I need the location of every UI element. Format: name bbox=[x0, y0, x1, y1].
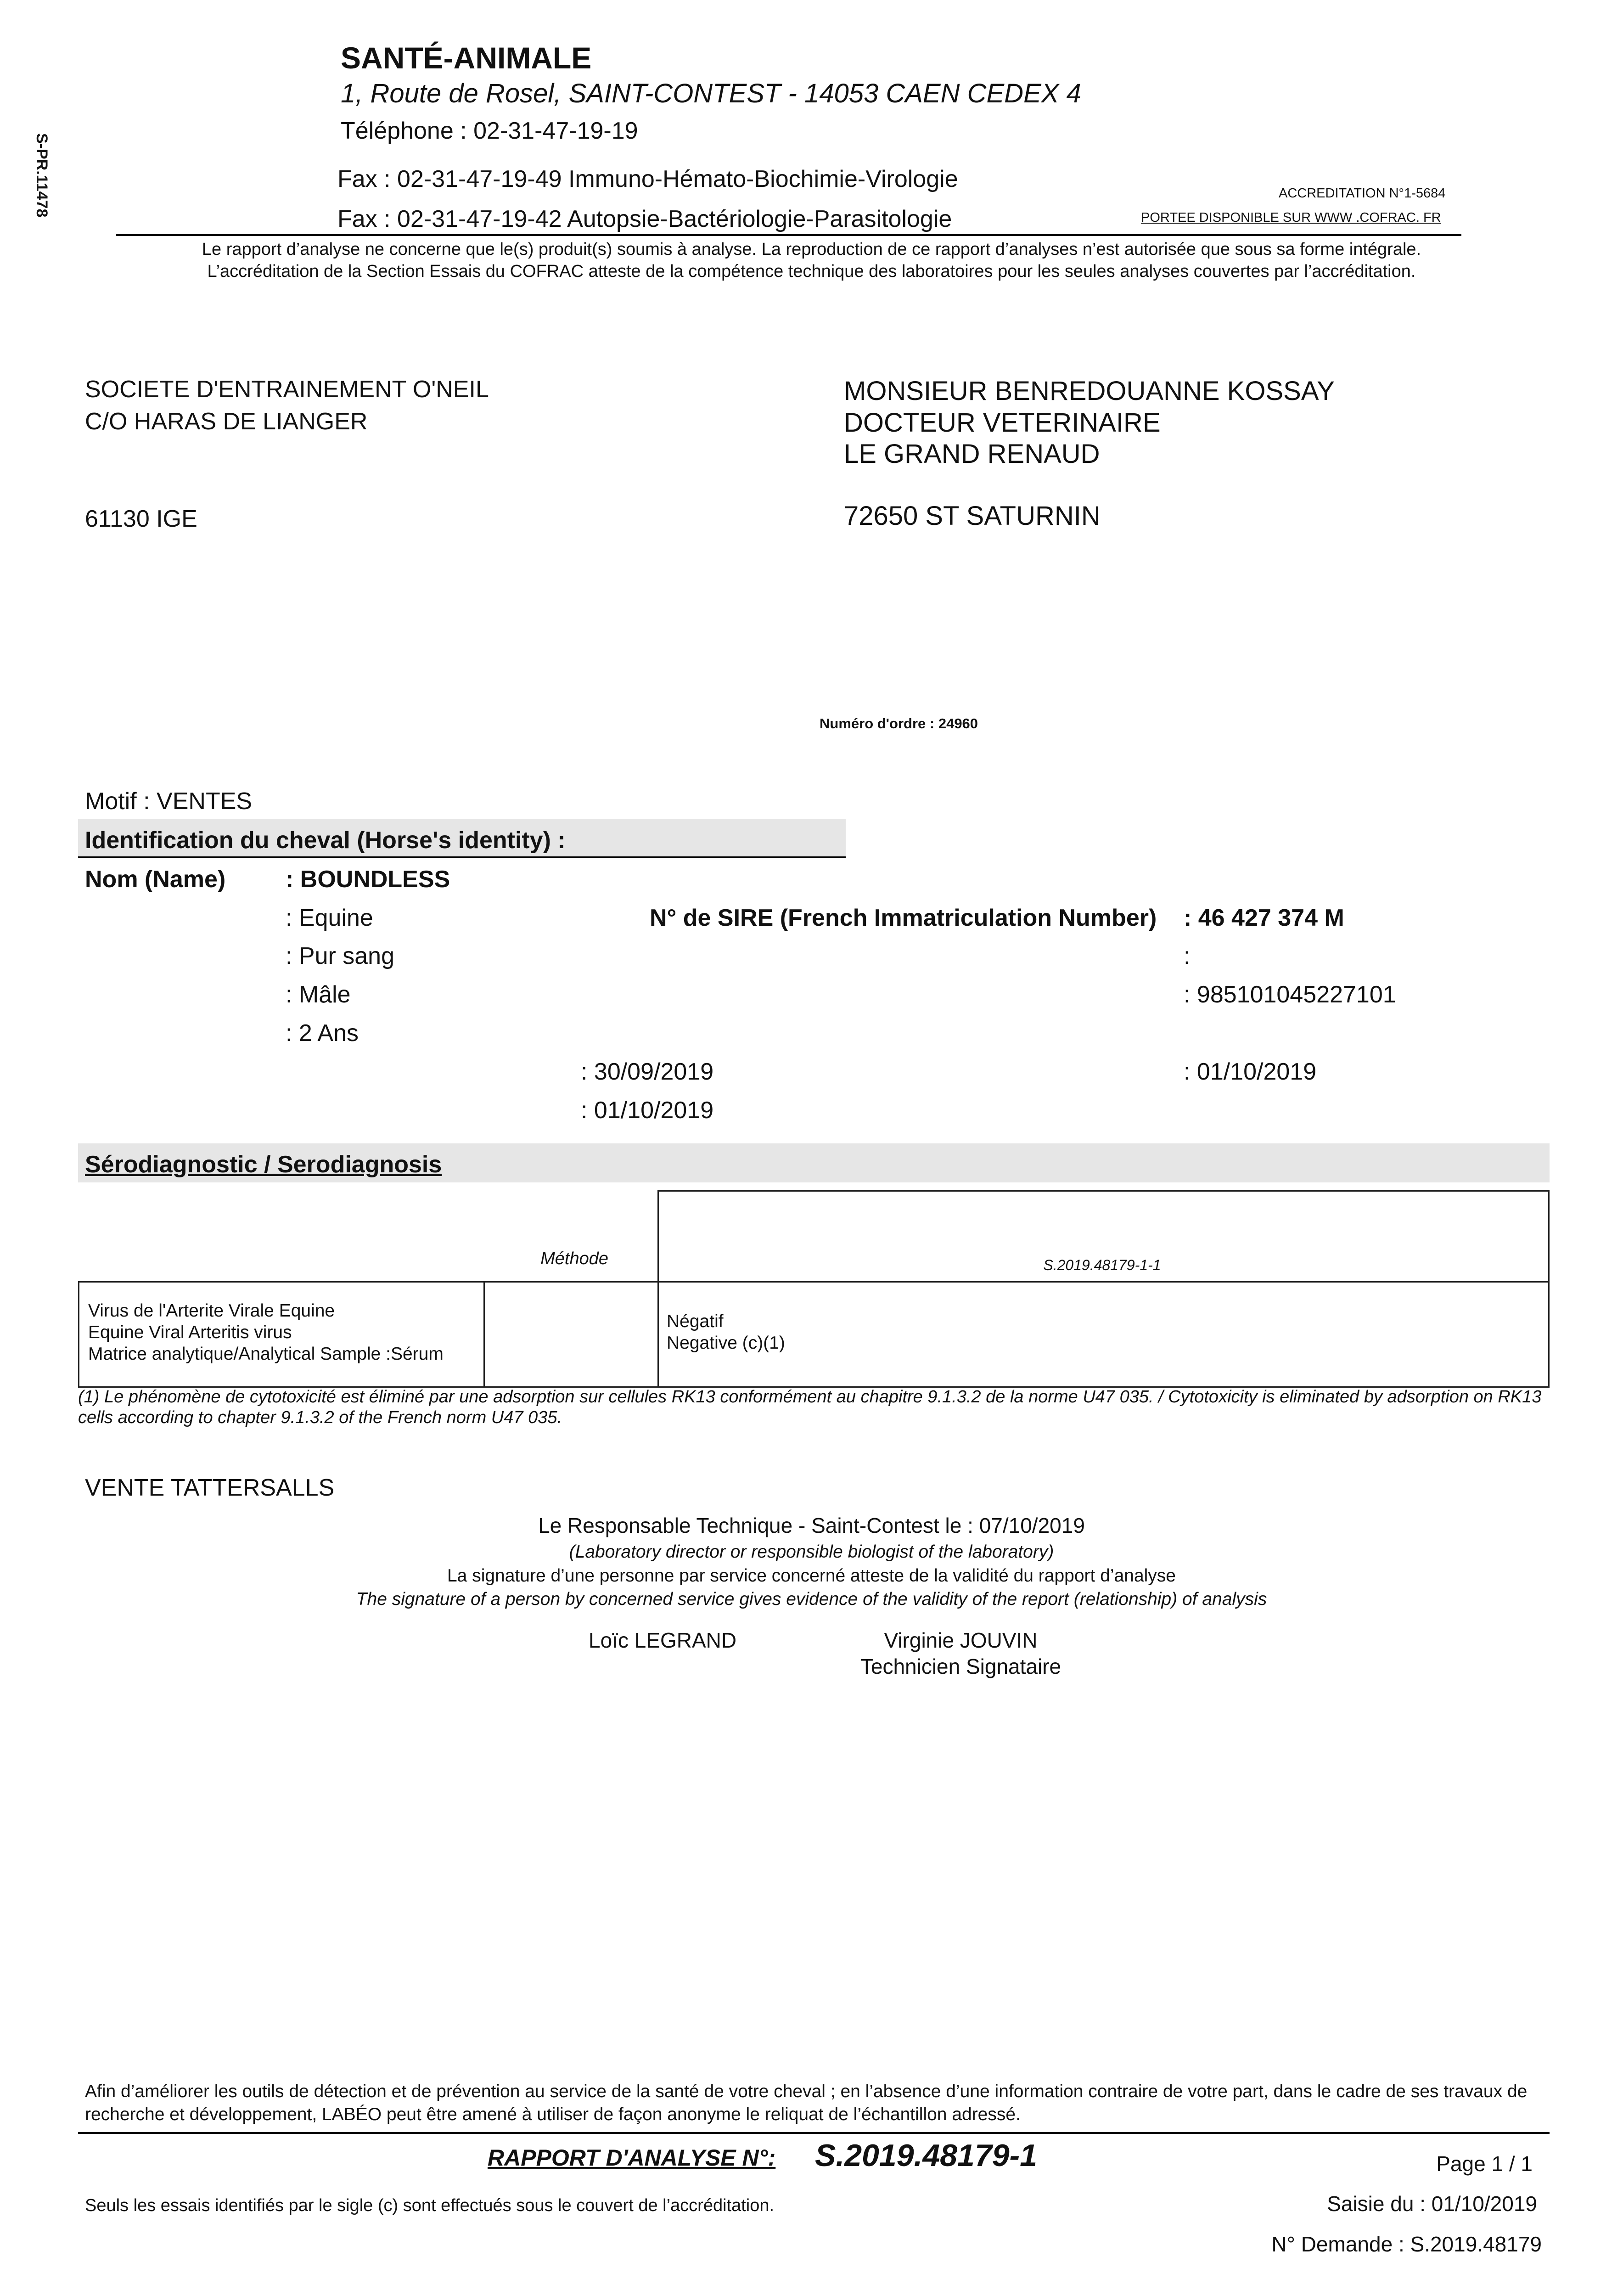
side-document-code: S-PR.11478 bbox=[33, 133, 51, 218]
sender-line-2: C/O HARAS DE LIANGER bbox=[85, 408, 368, 435]
test-name-en: Equine Viral Arteritis virus bbox=[88, 1322, 292, 1342]
motif: Motif : VENTES bbox=[85, 788, 253, 815]
horse-sex: : Mâle bbox=[286, 981, 351, 1008]
lab-fax-1: Fax : 02-31-47-19-49 Immuno-Hémato-Biochimie-Virologie bbox=[337, 166, 958, 192]
signature-line-1: Le Responsable Technique - Saint-Contest le : 07/10/2019 bbox=[538, 1514, 1085, 1537]
method-header: Méthode bbox=[540, 1249, 608, 1268]
blank-value: : bbox=[1184, 943, 1191, 969]
sending-date: : 01/10/2019 bbox=[581, 1097, 714, 1124]
microchip-value: : 985101045227101 bbox=[1184, 981, 1396, 1008]
sender-city: 61130 IGE bbox=[85, 506, 197, 532]
serology-footnote: (1) Le phénomène de cytotoxicité est éliminé par une adsorption sur cellules RK13 conformément au chapitre 9.1.3.2 de la norme U47 035. / Cytotoxicity is eliminated by adsorption on RK13 cells according to chapter 9.1.3.2 of the French norm U47 035. bbox=[78, 1387, 1542, 1427]
serology-title: Sérodiagnostic / Serodiagnosis bbox=[85, 1151, 442, 1178]
recipient-line-2: DOCTEUR VETERINAIRE bbox=[844, 408, 1161, 438]
report-label: RAPPORT D'ANALYSE N°: bbox=[488, 2145, 776, 2171]
accreditation-footnote: Seuls les essais identifiés par le sigle (c) sont effectués sous le couvert de l’accréditation. bbox=[85, 2196, 775, 2215]
result-value-fr: Négatif bbox=[667, 1311, 724, 1331]
result-table-row bbox=[78, 1281, 1550, 1388]
signature-line-3: La signature d’une personne par service concerné atteste de la validité du rapport d’analyse bbox=[447, 1566, 1176, 1586]
result-column-divider bbox=[657, 1281, 659, 1386]
identification-header-rule bbox=[78, 856, 846, 858]
signer-1-name: Loïc LEGRAND bbox=[589, 1628, 737, 1652]
signature-line-4: The signature of a person by concerned service gives evidence of the validity of the report (relationship) of analysis bbox=[356, 1589, 1267, 1609]
recipient-line-1: MONSIEUR BENREDOUANNE KOSSAY bbox=[844, 376, 1335, 406]
signature-line-2: (Laboratory director or responsible biologist of the laboratory) bbox=[569, 1542, 1054, 1562]
accreditation-number: ACCREDITATION N°1-5684 bbox=[1279, 186, 1446, 201]
horse-age: : 2 Ans bbox=[286, 1020, 359, 1047]
disclaimer-line-2: L’accréditation de la Section Essais du COFRAC atteste de la compétence technique des laboratoires pour les seules analyses couvertes par l’accréditation. bbox=[207, 262, 1416, 281]
disclaimer-line-1: Le rapport d’analyse ne concerne que le(s) produit(s) soumis à analyse. La reproduction de ce rapport d’analyses n’est autorisée que sous sa forme intégrale. bbox=[202, 240, 1421, 259]
sender-line-1: SOCIETE D'ENTRAINEMENT O'NEIL bbox=[85, 376, 489, 403]
horse-name-value: : BOUNDLESS bbox=[286, 866, 450, 893]
sire-value: : 46 427 374 M bbox=[1184, 905, 1344, 931]
footer-rule bbox=[78, 2132, 1550, 2134]
sale-note: VENTE TATTERSALLS bbox=[85, 1474, 335, 1501]
header-rule bbox=[116, 234, 1461, 236]
page-indicator: Page 1 / 1 bbox=[1436, 2152, 1533, 2176]
lab-name: SANTÉ-ANIMALE bbox=[341, 41, 592, 75]
footer-notice: Afin d’améliorer les outils de détection et de prévention au service de la santé de votre cheval ; en l’absence d’une information contraire de votre part, dans le cadre de ses travaux de recherche et développement, LABÉO peut être amené à utiliser de façon anonyme le reliquat de l’échantillon adressé. bbox=[85, 2082, 1528, 2124]
lab-fax-2: Fax : 02-31-47-19-42 Autopsie-Bactériologie-Parasitologie bbox=[337, 206, 952, 232]
horse-species: : Equine bbox=[286, 905, 373, 931]
entry-date: Saisie du : 01/10/2019 bbox=[1327, 2192, 1537, 2216]
signer-2-name: Virginie JOUVIN bbox=[884, 1628, 1038, 1652]
test-name-fr: Virus de l'Arterite Virale Equine bbox=[88, 1301, 335, 1321]
lab-phone: Téléphone : 02-31-47-19-19 bbox=[341, 118, 638, 144]
horse-name-label: Nom (Name) bbox=[85, 866, 226, 893]
sire-label: N° de SIRE (French Immatriculation Number) bbox=[650, 905, 1157, 931]
lab-address: 1, Route de Rosel, SAINT-CONTEST - 14053 CAEN CEDEX 4 bbox=[341, 79, 1081, 108]
request-number: N° Demande : S.2019.48179 bbox=[1271, 2232, 1542, 2256]
sampling-date: : 30/09/2019 bbox=[581, 1058, 714, 1085]
identification-title: Identification du cheval (Horse's identity) : bbox=[85, 827, 566, 854]
report-number: S.2019.48179-1 bbox=[815, 2138, 1037, 2173]
horse-breed: : Pur sang bbox=[286, 943, 395, 969]
result-value-en: Negative (c)(1) bbox=[667, 1333, 785, 1353]
method-column-divider bbox=[483, 1281, 485, 1386]
recipient-line-3: LE GRAND RENAUD bbox=[844, 439, 1100, 469]
sample-id-header: S.2019.48179-1-1 bbox=[1043, 1257, 1161, 1273]
recipient-city: 72650 ST SATURNIN bbox=[844, 501, 1101, 531]
test-sample-matrix: Matrice analytique/Analytical Sample :Sérum bbox=[88, 1344, 444, 1364]
signer-2-role: Technicien Signataire bbox=[860, 1654, 1061, 1678]
reception-date: : 01/10/2019 bbox=[1184, 1058, 1317, 1085]
accreditation-scope: PORTEE DISPONIBLE SUR WWW .COFRAC. FR bbox=[1141, 210, 1441, 225]
order-number: Numéro d'ordre : 24960 bbox=[820, 715, 978, 732]
